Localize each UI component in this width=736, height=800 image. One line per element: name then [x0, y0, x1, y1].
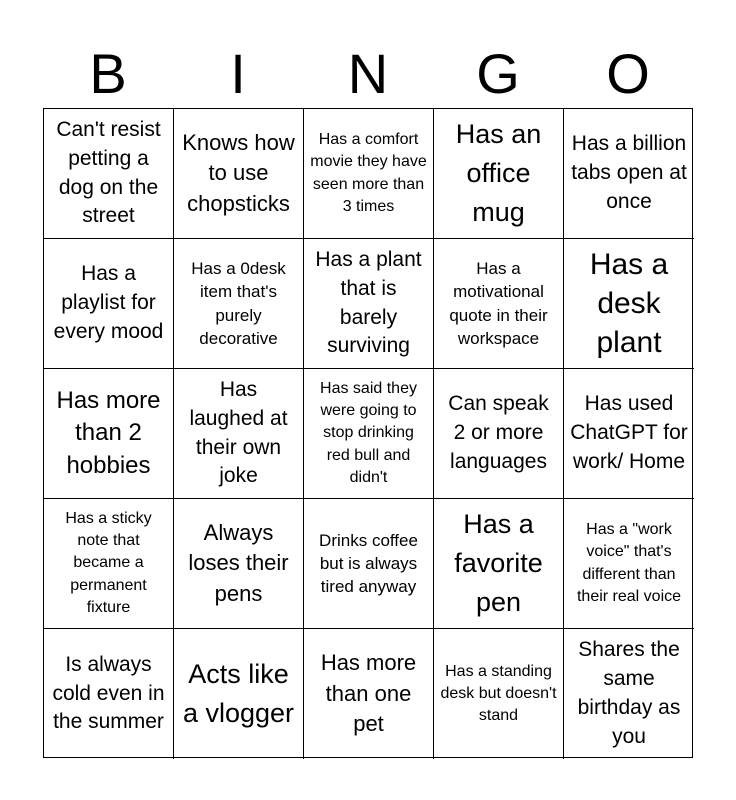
bingo-cell[interactable]: Has a 0desk item that's purely decorative [174, 239, 304, 369]
bingo-cell[interactable]: Has said they were going to stop drinking red bull and didn't [304, 369, 434, 499]
bingo-cell[interactable]: Has more than one pet [304, 629, 434, 759]
header-letter-o: O [606, 42, 650, 105]
bingo-cell[interactable]: Has a playlist for every mood [44, 239, 174, 369]
bingo-cell[interactable]: Has more than 2 hobbies [44, 369, 174, 499]
bingo-cell[interactable]: Has a sticky note that became a permanent fixture [44, 499, 174, 629]
bingo-cell[interactable]: Has laughed at their own joke [174, 369, 304, 499]
header-letter-i: I [230, 42, 246, 105]
bingo-cell[interactable]: Has a favorite pen [434, 499, 564, 629]
bingo-cell[interactable]: Has a "work voice" that's different than their real voice [564, 499, 694, 629]
bingo-cell[interactable]: Always loses their pens [174, 499, 304, 629]
bingo-cell[interactable]: Has a billion tabs open at once [564, 109, 694, 239]
bingo-cell[interactable]: Has a plant that is barely surviving [304, 239, 434, 369]
bingo-cell[interactable]: Has a motivational quote in their workspace [434, 239, 564, 369]
header-letter-g: G [476, 42, 520, 105]
bingo-cell[interactable]: Shares the same birthday as you [577, 638, 681, 748]
bingo-cell[interactable]: Has a standing desk but doesn't stand [434, 629, 564, 759]
bingo-cell[interactable]: Has a comfort movie they have seen more than 3 times [304, 109, 434, 239]
bingo-cell[interactable]: Knows how to use chopsticks [174, 109, 304, 239]
bingo-cell[interactable]: Has an office mug [434, 109, 564, 239]
bingo-board [43, 108, 693, 758]
header-letter-b: B [89, 42, 127, 105]
bingo-cell[interactable]: Is always cold even in the summer [44, 629, 174, 759]
bingo-cell[interactable]: Has used ChatGPT for work/ Home [564, 369, 694, 499]
bingo-cell[interactable]: Has a desk plant [564, 239, 694, 369]
bingo-cell[interactable]: Drinks coffee but is always tired anyway [304, 499, 434, 629]
header-letter-n: N [347, 42, 389, 105]
bingo-cell[interactable]: Acts like a vlogger [174, 629, 304, 759]
bingo-cell[interactable]: Can speak 2 or more languages [434, 369, 564, 499]
bingo-header [43, 40, 693, 108]
bingo-cell[interactable]: Can't resist petting a dog on the street [44, 109, 174, 239]
